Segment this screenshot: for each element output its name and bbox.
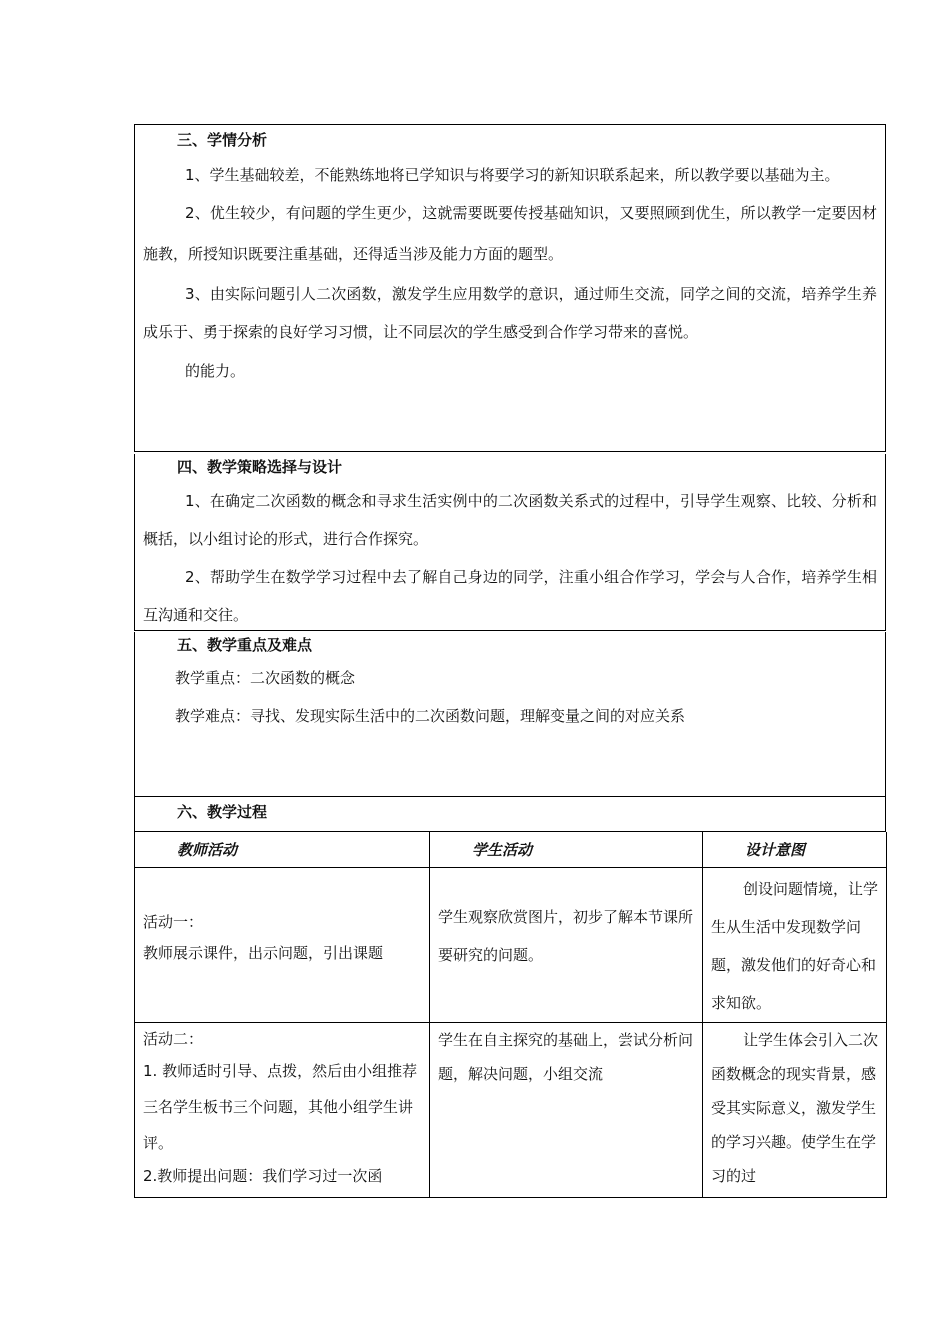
paragraph: 的能力。 [185,362,246,380]
table-header-row [135,832,887,867]
paragraph: 1、学生基础较差，不能熟练地将已学知识与将要学习的新知识联系起来，所以教学要以基础为主。 [185,166,840,184]
section-teaching-strategy [134,454,886,631]
paragraph: 3、由实际问题引人二次函数，激发学生应用数学的意识，通过师生交流，同学之间的交流，培养学生养成乐于、勇于探索的良好学习习惯，让不同层次的学生感受到合作学习带来的喜悦。 [143,285,877,341]
section-key-points [134,632,886,797]
activity-label: 活动一： [143,912,204,931]
student-activity-text: 学生在自主探究的基础上，尝试分析问题，解决问题，小组交流 [438,1030,694,1083]
paragraph: 2、帮助学生在数学学习过程中去了解自己身边的同学，注重小组合作学习，学会与人合作，培养学生相互沟通和交往。 [143,568,877,624]
header-student-activity: 学生活动 [430,832,703,867]
header-design-intent: 设计意图 [703,832,887,867]
activity-label: 活动二： [143,1029,204,1048]
activity-text: 教师展示课件，出示问题，引出课题 [143,943,384,962]
section-title: 三、学情分析 [177,131,268,149]
design-intent-cell [703,1022,887,1197]
design-intent-text: 让学生体会引入二次函数概念的现实背景，感受其实际意义，激发学生的学习兴趣。使学生在学习的过 [711,1030,879,1185]
activity-text: 1. 教师适时引导、点拨，然后由小组推荐三名学生板书三个问题，其他小组学生讲评。 [143,1061,418,1152]
paragraph: 2、优生较少，有问题的学生更少，这就需要既要传授基础知识，又要照顾到优生，所以教学一定要因材施教，所授知识既要注重基础，还得适当涉及能力方面的题型。 [143,204,877,263]
activity-text: 2.教师提出问题：我们学习过一次函 [143,1166,383,1185]
table-row [135,1022,887,1197]
section-title: 五、教学重点及难点 [177,636,313,654]
teacher-activity-cell [135,867,430,1022]
section-title: 六、教学过程 [177,803,268,821]
section-teaching-process [134,797,886,832]
header-teacher-activity: 教师活动 [135,832,430,867]
key-point: 教学重点：二次函数的概念 [175,669,356,687]
section-student-analysis [134,124,886,452]
student-activity-cell [430,867,703,1022]
teacher-activity-cell [135,1022,430,1197]
student-activity-cell [430,1022,703,1197]
student-activity-text: 学生观察欣赏图片，初步了解本节课所要研究的问题。 [438,907,694,964]
design-intent-text: 创设问题情境，让学生从生活中发现数学问题，激发他们的好奇心和求知欲。 [711,879,879,1012]
design-intent-cell [703,867,887,1022]
difficult-point: 教学难点：寻找、发现实际生活中的二次函数问题，理解变量之间的对应关系 [175,707,686,725]
table-row [135,867,887,1022]
lesson-plan-sheet [134,124,886,1198]
section-title: 四、教学策略选择与设计 [177,458,343,476]
paragraph: 1、在确定二次函数的概念和寻求生活实例中的二次函数关系式的过程中，引导学生观察、比较、分析和概括，以小组讨论的形式，进行合作探究。 [143,492,877,548]
process-table [134,832,887,1198]
